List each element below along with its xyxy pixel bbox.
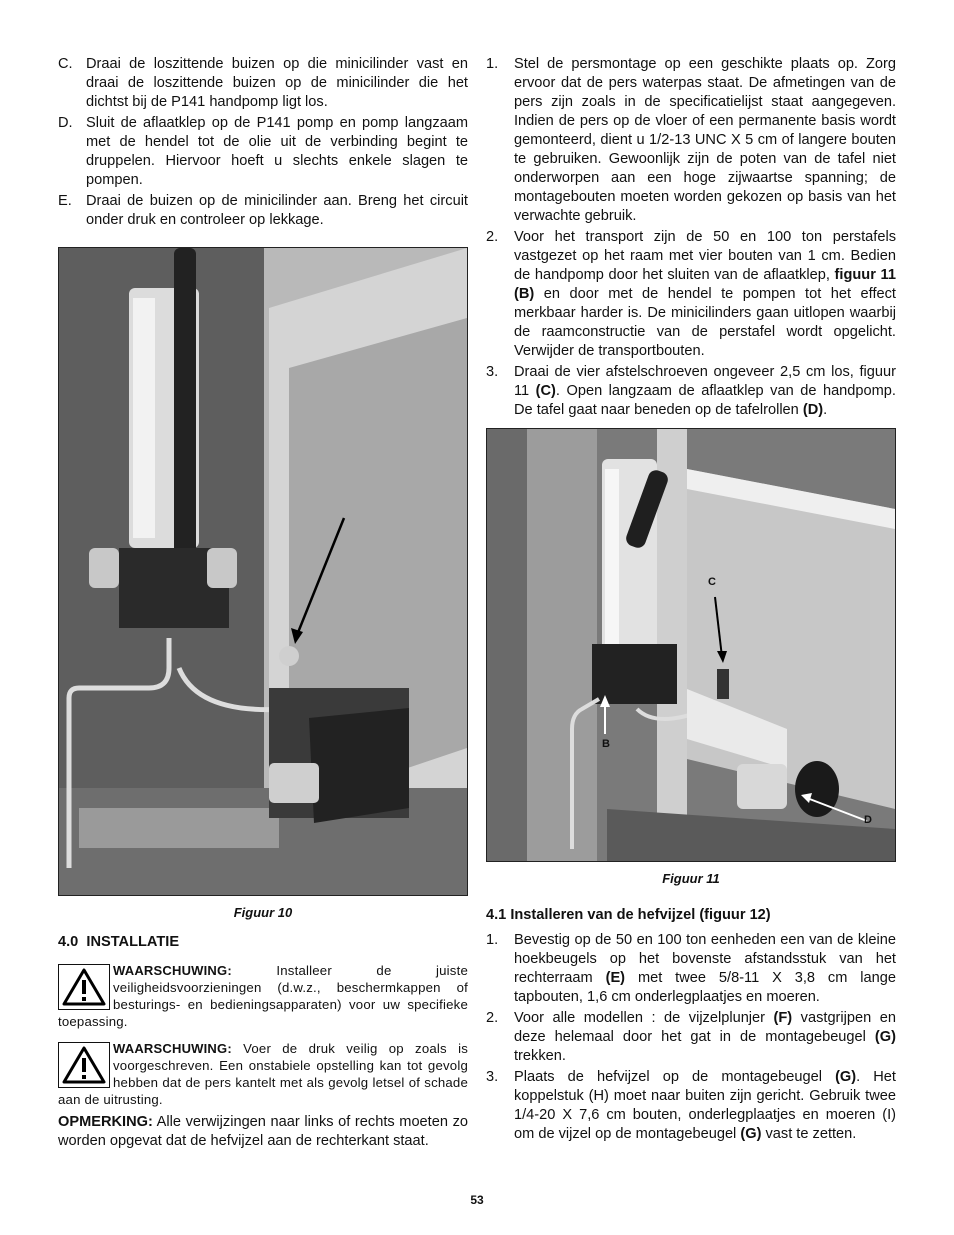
step-2 [486,228,896,361]
figure-11-photo [486,428,896,862]
figure-reference: (F) [773,1010,793,1026]
step-text: en door met de hendel te pompen tot het effect merkbaar harder is. De minicilinders gaan uitlopen waarbij de raamconstructie van de perstafel wordt opgelicht. Verwijder de transportbouten. [514,286,896,359]
step-text: Draai de loszittende buizen op die minicilinder vast en draai de loszittende buizen op de minicilinder die het dichtst bij de P141 handpomp ligt los. [86,56,468,110]
step-text: vastgrijpen en deze helemaal door het gat in de montagebeugel [514,1010,896,1045]
figure-label-b: B [602,738,610,750]
figure-label-d: D [864,814,872,826]
warning-block-1 [58,962,468,1030]
warning-triangle-icon [58,1042,110,1088]
step-text: Stel de persmontage op een geschikte plaats op. Zorg ervoor dat de pers waterpas staat. De afmetingen van de pers zijn zoals in de specificatielijst staat aangegeven. Indien de pers op de vloer of een permanente basis wordt gemonteerd, dient u 1/2-13 UNC X 5 cm of langere bouten te gebruiken. Gewoonlijk zijn de poten van de tafel niet onderworpen aan een hoge zijwaartse spanning; de montagebouten moeten worden gekozen op basis van het verwachte gebruik. [514,56,896,224]
right-steps-2 [486,931,896,1146]
figure-10-photo [58,247,468,896]
figure-reference: (C) [535,383,556,399]
step-text: . Het koppelstuk (H) moet naar buiten zijn gericht. Gebruik twee 1/4-20 X 7,6 cm bouten, onderlegplaatjes en moeren (I) om de vijzel op de montagebeugel [514,1069,896,1142]
step-d [58,114,468,190]
figure-10-caption: Figuur 10 [233,905,293,920]
figure-reference: (D) [802,402,824,418]
figure-reference: (G) [740,1126,762,1142]
step-marker: 3. [486,1069,499,1085]
step-text: Plaats de hefvijzel op de montagebeugel [514,1069,836,1085]
figure-reference: (G) [835,1069,857,1085]
step-text: trekken. [514,1048,566,1064]
step-text: vast te zetten. [761,1126,857,1142]
figure-reference: figuur 11 (B) [514,267,896,302]
note-text: Alle verwijzingen naar links of rechts moeten zo worden opgevat dat de hefvijzel aan de rechterkant staat. [58,1114,468,1149]
warning-text: Installeer de juiste veiligheidsvoorzieningen (d.w.z., beschermkappen of besturings- en bedieningsapparaten) voor uw specifieke toepassing. [58,963,468,1029]
step-text: Bevestig op de 50 en 100 ton eenheden een van de kleine hoekbeugels op het bovenste afstandsstuk van het rechterraam [514,932,896,986]
step-3 [486,363,896,420]
step-marker: 1. [486,932,499,948]
step-marker: 2. [486,229,499,245]
step-marker: 1. [486,56,499,72]
install-step-2 [486,1009,896,1066]
step-text: Voor het transport zijn de 50 en 100 ton perstafels vastgezet op het raam met vier bouten van 1 cm. Bedien de handpomp door het sluiten van de aflaatklep, [514,229,896,283]
step-text: Sluit de aflaatklep op de P141 pomp en pomp langzaam met de hendel tot de olie uit de verbinding begint te druppelen. Hiervoor hoeft u slechts enkele slagen te pompen. [86,115,468,188]
right-column [486,55,896,422]
step-marker: 2. [486,1010,499,1026]
warning-label: WAARSCHUWING: [113,963,232,978]
figure-reference: (G) [874,1029,896,1045]
step-c [58,55,468,112]
install-step-1 [486,931,896,1007]
step-text: . Open langzaam de aflaatklep van de handpomp. De tafel gaat naar beneden op de tafelrollen [514,383,896,418]
figure-reference: (E) [605,970,626,986]
warning-label: WAARSCHUWING: [113,1041,232,1056]
step-e [58,192,468,230]
page-number: 53 [470,1193,484,1207]
step-text: Draai de vier afstelschroeven ongeveer 2,5 cm los, figuur 11 [514,364,896,399]
step-text: Voor alle modellen : de vijzelplunjer [514,1010,774,1026]
warning-triangle-icon [58,964,110,1010]
step-text: Draai de buizen op de minicilinder aan. Breng het circuit onder druk en controleer op lekkage. [86,193,468,228]
step-text: met twee 5/8-11 X 3,8 cm lange tapbouten, 1,6 cm onderlegplaatjes en moeren. [514,970,896,1005]
warning-block-2 [58,1040,468,1108]
install-step-3 [486,1068,896,1144]
step-marker: C. [58,56,73,72]
note-block [58,1113,468,1151]
warning-text: Voer de druk veilig op zoals is voorgeschreven. Een onstabiele opstelling kan tot gevolg hebben dat de pers kantelt met als gevolg letsel of schade aan de uitrusting. [58,1041,468,1107]
section-heading-hefvijzel: 4.1 Installeren van de hefvijzel (figuur 12) [486,907,771,923]
section-heading-installatie: 4.0 INSTALLATIE [58,934,180,950]
step-marker: 3. [486,364,499,380]
figure-11-caption: Figuur 11 [662,871,720,886]
left-column [58,55,468,232]
step-marker: D. [58,115,73,131]
step-marker: E. [58,193,72,209]
step-1 [486,55,896,226]
figure-label-c: C [708,576,716,588]
step-text: . [823,402,828,418]
note-label: OPMERKING: [58,1114,153,1130]
